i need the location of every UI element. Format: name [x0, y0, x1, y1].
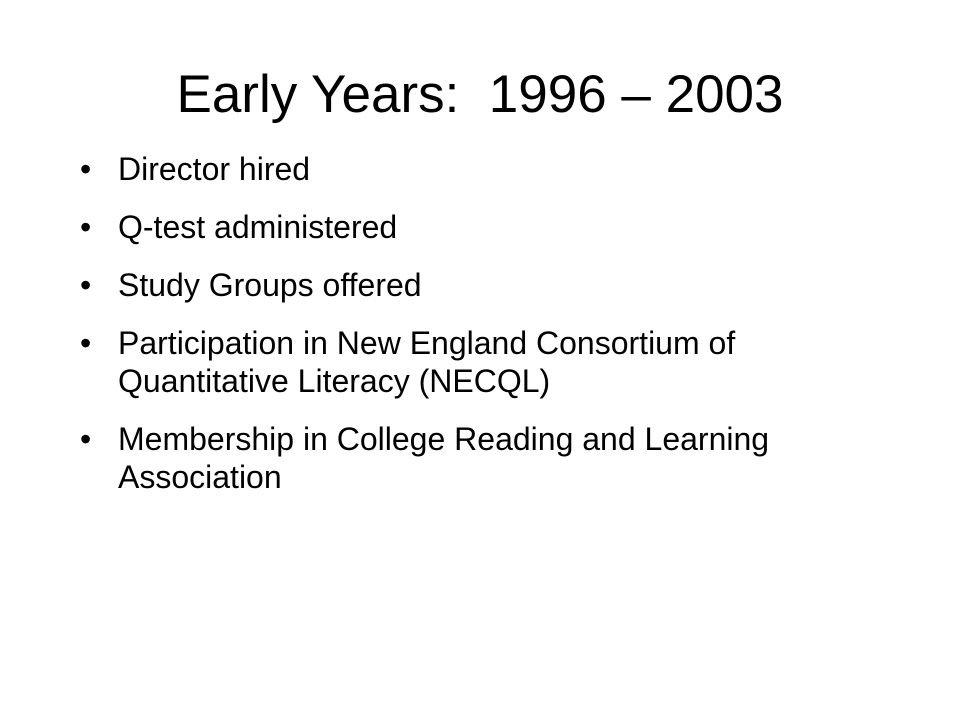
bullet-item-q-test	[80, 208, 900, 246]
bullet-icon: •	[80, 151, 92, 187]
bullet-text: Director hired	[118, 151, 311, 187]
bullet-text: Participation in New England Consortium of Quantitative Literacy (NECQL)	[118, 325, 736, 399]
bullet-icon: •	[80, 209, 92, 245]
bullet-text: Membership in College Reading and Learning Association	[118, 421, 770, 495]
bullet-text: Q-test administered	[118, 209, 398, 245]
bullet-item-necql	[80, 324, 900, 400]
bullet-item-crla	[80, 420, 900, 496]
bullet-item-director-hired	[80, 150, 900, 188]
bullet-text: Study Groups offered	[118, 267, 422, 303]
bullet-icon: •	[80, 267, 92, 303]
bullet-item-study-groups	[80, 266, 900, 304]
bullet-icon: •	[80, 421, 92, 457]
bullet-icon: •	[80, 325, 92, 361]
bullet-list	[80, 150, 900, 516]
slide-title: Early Years: 1996 – 2003	[176, 65, 784, 124]
